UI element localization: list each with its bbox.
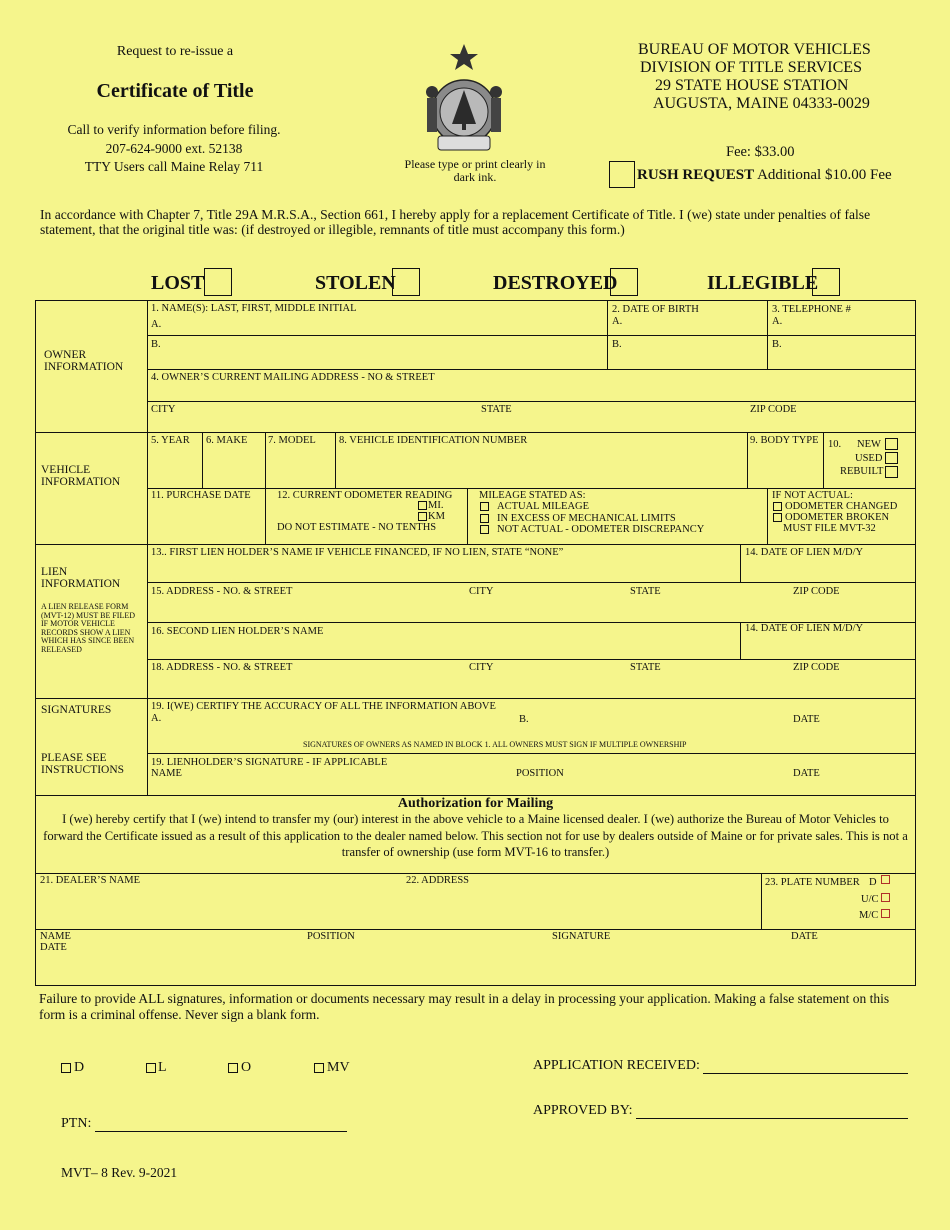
maine-state-seal xyxy=(418,42,510,154)
bureau-line-3: 29 STATE HOUSE STATION xyxy=(655,77,849,94)
odometer-km-label: KM xyxy=(428,511,445,522)
owner-section-text: OWNER INFORMATION xyxy=(44,349,124,373)
statement-text: In accordance with Chapter 7, Title 29A M.R.S.A., Section 661, I hereby apply for a replacement Certificate of Title. I (we) state under penalties of false statement, that the original title was: (if destroyed or illegible, remnants of title must accompany this form.) xyxy=(40,207,871,237)
first-lien-date-label: 14. DATE OF LIEN M/D/Y xyxy=(745,547,864,558)
owner-name-a[interactable]: A. xyxy=(151,319,162,330)
odometer-km-checkbox[interactable] xyxy=(418,512,427,521)
dealer-rep-date-left-label: DATE xyxy=(40,942,67,953)
condition-rebuilt-checkbox[interactable] xyxy=(885,466,898,478)
approved-by-label: APPROVED BY: xyxy=(533,1103,633,1118)
first-lienholder-label: 13.. FIRST LIEN HOLDER’S NAME IF VEHICLE FINANCED, IF NO LIEN, STATE “NONE” xyxy=(151,547,564,558)
print-note-line-1: Please type or print clearly in xyxy=(404,157,546,171)
condition-used-checkbox[interactable] xyxy=(885,452,898,464)
ptn-label: PTN: xyxy=(61,1116,92,1131)
not-actual-label: NOT ACTUAL - ODOMETER DISCREPANCY xyxy=(497,524,705,535)
office-o-label: O xyxy=(241,1060,252,1075)
lien-release-note: A LIEN RELEASE FORM (MVT-12) MUST BE FILED IF MOTOR VEHICLE RECORDS SHOW A LIEN WHICH HAS SINCE BEEN RELEASED xyxy=(41,602,136,654)
lien-section-text: LIEN INFORMATION xyxy=(41,566,121,590)
lien-address-18-label: 18. ADDRESS - NO. & STREET xyxy=(151,662,293,673)
status-lost-label: LOST xyxy=(151,272,205,294)
owner-address-label: 4. OWNER’S CURRENT MAILING ADDRESS - NO & STREET xyxy=(151,372,435,383)
see-instructions-label: PLEASE SEE INSTRUCTIONS xyxy=(41,752,125,776)
application-received-line[interactable] xyxy=(703,1060,908,1074)
body-type-label: 9. BODY TYPE xyxy=(750,435,819,446)
condition-new-checkbox[interactable] xyxy=(885,438,898,450)
office-d-label: D xyxy=(74,1060,85,1075)
condition-rebuilt-label: REBUILT xyxy=(840,466,884,477)
dealer-name-label: 21. DEALER’S NAME xyxy=(40,875,141,886)
lien-city-15-label: CITY xyxy=(469,586,494,597)
mileage-heading: MILEAGE STATED AS: xyxy=(479,490,586,501)
model-label: 7. MODEL xyxy=(268,435,316,446)
lienholder-signature-label: 19. LIENHOLDER’S SIGNATURE - IF APPLICABLE xyxy=(151,757,388,768)
excess-limits-checkbox[interactable] xyxy=(480,514,489,523)
bureau-line-4: AUGUSTA, MAINE 04333-0029 xyxy=(653,95,870,112)
condition-number: 10. xyxy=(828,439,842,450)
call-line: Call to verify information before filing. xyxy=(67,122,281,137)
office-mv-label: MV xyxy=(327,1060,350,1075)
owner-signature-a[interactable]: A. xyxy=(151,713,162,724)
lien-zip-18-label: ZIP CODE xyxy=(793,662,840,673)
authorization-text: I (we) hereby certify that I (we) intend to transfer my (our) interest in the above vehicle to a Maine licensed dealer. I (we) authorize the Bureau of Motor Vehicles to forward the Certificate issued as a result of this application to the dealer named below. This section not for use by dealers outside of Maine or for private sales. This is not a transfer of ownership (use form MVT-16 to transfer.) xyxy=(43,812,908,859)
owner-signature-b[interactable]: B. xyxy=(519,714,529,725)
owner-zip-label: ZIP CODE xyxy=(750,404,797,415)
lienholder-name[interactable]: NAME xyxy=(151,768,182,779)
vin-label: 8. VEHICLE IDENTIFICATION NUMBER xyxy=(339,435,528,446)
office-l-checkbox[interactable] xyxy=(146,1063,156,1073)
status-illegible-label: ILLEGIBLE xyxy=(707,272,819,294)
bureau-line-2: DIVISION OF TITLE SERVICES xyxy=(640,59,862,76)
owner-signature-date[interactable]: DATE xyxy=(793,714,820,725)
if-not-actual-label: IF NOT ACTUAL: xyxy=(772,490,853,501)
bureau-line-1: BUREAU OF MOTOR VEHICLES xyxy=(638,41,871,58)
lien-section-label xyxy=(41,566,131,590)
signatures-section-label: SIGNATURES xyxy=(41,704,112,716)
owner-section-label xyxy=(44,349,134,373)
application-received-label: APPLICATION RECEIVED: xyxy=(533,1058,700,1073)
status-illegible-checkbox[interactable] xyxy=(812,268,840,296)
purchase-date-label: 11. PURCHASE DATE xyxy=(151,490,251,501)
plate-uc-checkbox[interactable] xyxy=(881,893,890,902)
request-line: Request to re-issue a xyxy=(116,44,234,59)
plate-d-checkbox[interactable] xyxy=(881,875,890,884)
fee-text: Fee: $33.00 xyxy=(726,144,795,160)
form-title: Certificate of Title xyxy=(96,80,254,102)
second-lienholder-label: 16. SECOND LIEN HOLDER’S NAME xyxy=(151,626,324,637)
must-file-note: MUST FILE MVT-32 xyxy=(783,523,876,534)
lien-state-18-label: STATE xyxy=(630,662,661,673)
odometer-changed-checkbox[interactable] xyxy=(773,502,782,511)
plate-number-label: 23. PLATE NUMBER xyxy=(765,877,860,888)
year-label: 5. YEAR xyxy=(151,435,190,446)
actual-mileage-label: ACTUAL MILEAGE xyxy=(497,501,590,512)
approved-by xyxy=(533,1103,908,1119)
lienholder-position[interactable]: POSITION xyxy=(516,768,564,779)
odometer-mi-checkbox[interactable] xyxy=(418,501,427,510)
dealer-address-label: 22. ADDRESS xyxy=(406,875,470,886)
owner-name-label: 1. NAME(S): LAST, FIRST, MIDDLE INITIAL xyxy=(151,303,357,314)
vehicle-section-label xyxy=(41,464,131,488)
make-label: 6. MAKE xyxy=(206,435,248,446)
certify-label: 19. I(WE) CERTIFY THE ACCURACY OF ALL THE INFORMATION ABOVE xyxy=(151,701,496,712)
odometer-label: 12. CURRENT ODOMETER READING xyxy=(277,490,453,501)
odometer-mi-label: MI. xyxy=(428,500,444,511)
condition-new-label: NEW xyxy=(857,439,881,450)
condition-used-label: USED xyxy=(855,453,883,464)
contact-block xyxy=(40,121,308,177)
office-mv-checkbox[interactable] xyxy=(314,1063,324,1073)
lien-state-15-label: STATE xyxy=(630,586,661,597)
telephone-label: 3. TELEPHONE # xyxy=(772,304,851,315)
owners-signature-note: SIGNATURES OF OWNERS AS NAMED IN BLOCK 1. ALL OWNERS MUST SIGN IF MULTIPLE OWNERSHIP xyxy=(303,740,687,749)
status-stolen-checkbox[interactable] xyxy=(392,268,420,296)
bureau-address xyxy=(636,41,896,113)
dob-b[interactable]: B. xyxy=(612,339,622,350)
owner-city-label: CITY xyxy=(151,404,176,415)
print-note-line-2: dark ink. xyxy=(453,170,497,184)
dob-label: 2. DATE OF BIRTH xyxy=(612,304,699,315)
rush-request xyxy=(637,167,892,184)
telephone-b[interactable]: B. xyxy=(772,339,782,350)
lien-address-15-label: 15. ADDRESS - NO. & STREET xyxy=(151,586,293,597)
no-estimate-note: DO NOT ESTIMATE - NO TENTHS xyxy=(277,522,437,533)
authorization-title: Authorization for Mailing xyxy=(397,796,554,811)
rush-request-fee: Additional $10.00 Fee xyxy=(757,167,892,183)
status-destroyed-checkbox[interactable] xyxy=(610,268,638,296)
office-l-label: L xyxy=(158,1060,167,1075)
telephone-a[interactable]: A. xyxy=(772,316,783,327)
odometer-broken-checkbox[interactable] xyxy=(773,513,782,522)
owner-name-b[interactable]: B. xyxy=(151,339,161,350)
not-actual-checkbox[interactable] xyxy=(480,525,489,534)
phone-line: 207-624-9000 ext. 52138 xyxy=(105,140,243,156)
lienholder-date[interactable]: DATE xyxy=(793,768,820,779)
second-lien-date-label: 14. DATE OF LIEN M/D/Y xyxy=(745,623,864,634)
plate-d-label: D xyxy=(869,877,877,888)
status-destroyed-label: DESTROYED xyxy=(493,272,618,294)
office-d-checkbox[interactable] xyxy=(61,1063,71,1073)
warning-text: Failure to provide ALL signatures, information or documents necessary may result in a delay in processing your application. Making a false statement on this form is a criminal offense. Never sign a blank form. xyxy=(39,991,890,1022)
owner-state-label: STATE xyxy=(481,404,512,415)
rush-request-checkbox[interactable] xyxy=(609,161,635,188)
dealer-rep-name-label: NAME xyxy=(40,931,71,942)
approved-by-line[interactable] xyxy=(636,1105,908,1119)
status-lost-checkbox[interactable] xyxy=(204,268,232,296)
ptn-line[interactable] xyxy=(95,1118,347,1132)
odometer-broken-label: ODOMETER BROKEN xyxy=(785,512,890,523)
lien-zip-15-label: ZIP CODE xyxy=(793,586,840,597)
dealer-rep-position-label: POSITION xyxy=(307,931,355,942)
actual-mileage-checkbox[interactable] xyxy=(480,502,489,511)
office-o-checkbox[interactable] xyxy=(228,1063,238,1073)
dob-a[interactable]: A. xyxy=(612,316,623,327)
plate-mc-label: M/C xyxy=(859,910,879,921)
plate-mc-checkbox[interactable] xyxy=(881,909,890,918)
vehicle-section-text: VEHICLE INFORMATION xyxy=(41,464,121,488)
print-note xyxy=(390,158,560,184)
dealer-rep-signature-label: SIGNATURE xyxy=(552,931,611,942)
excess-limits-label: IN EXCESS OF MECHANICAL LIMITS xyxy=(497,513,676,524)
rush-request-label: RUSH REQUEST xyxy=(637,167,755,183)
odometer-changed-label: ODOMETER CHANGED xyxy=(785,501,898,512)
status-stolen-label: STOLEN xyxy=(315,272,396,294)
application-received xyxy=(533,1058,908,1074)
dealer-rep-date-label: DATE xyxy=(791,931,818,942)
tty-line: TTY Users call Maine Relay 711 xyxy=(84,159,264,174)
plate-uc-label: U/C xyxy=(861,894,879,905)
form-id: MVT– 8 Rev. 9-2021 xyxy=(61,1165,178,1180)
lien-city-18-label: CITY xyxy=(469,662,494,673)
ptn xyxy=(61,1116,347,1132)
